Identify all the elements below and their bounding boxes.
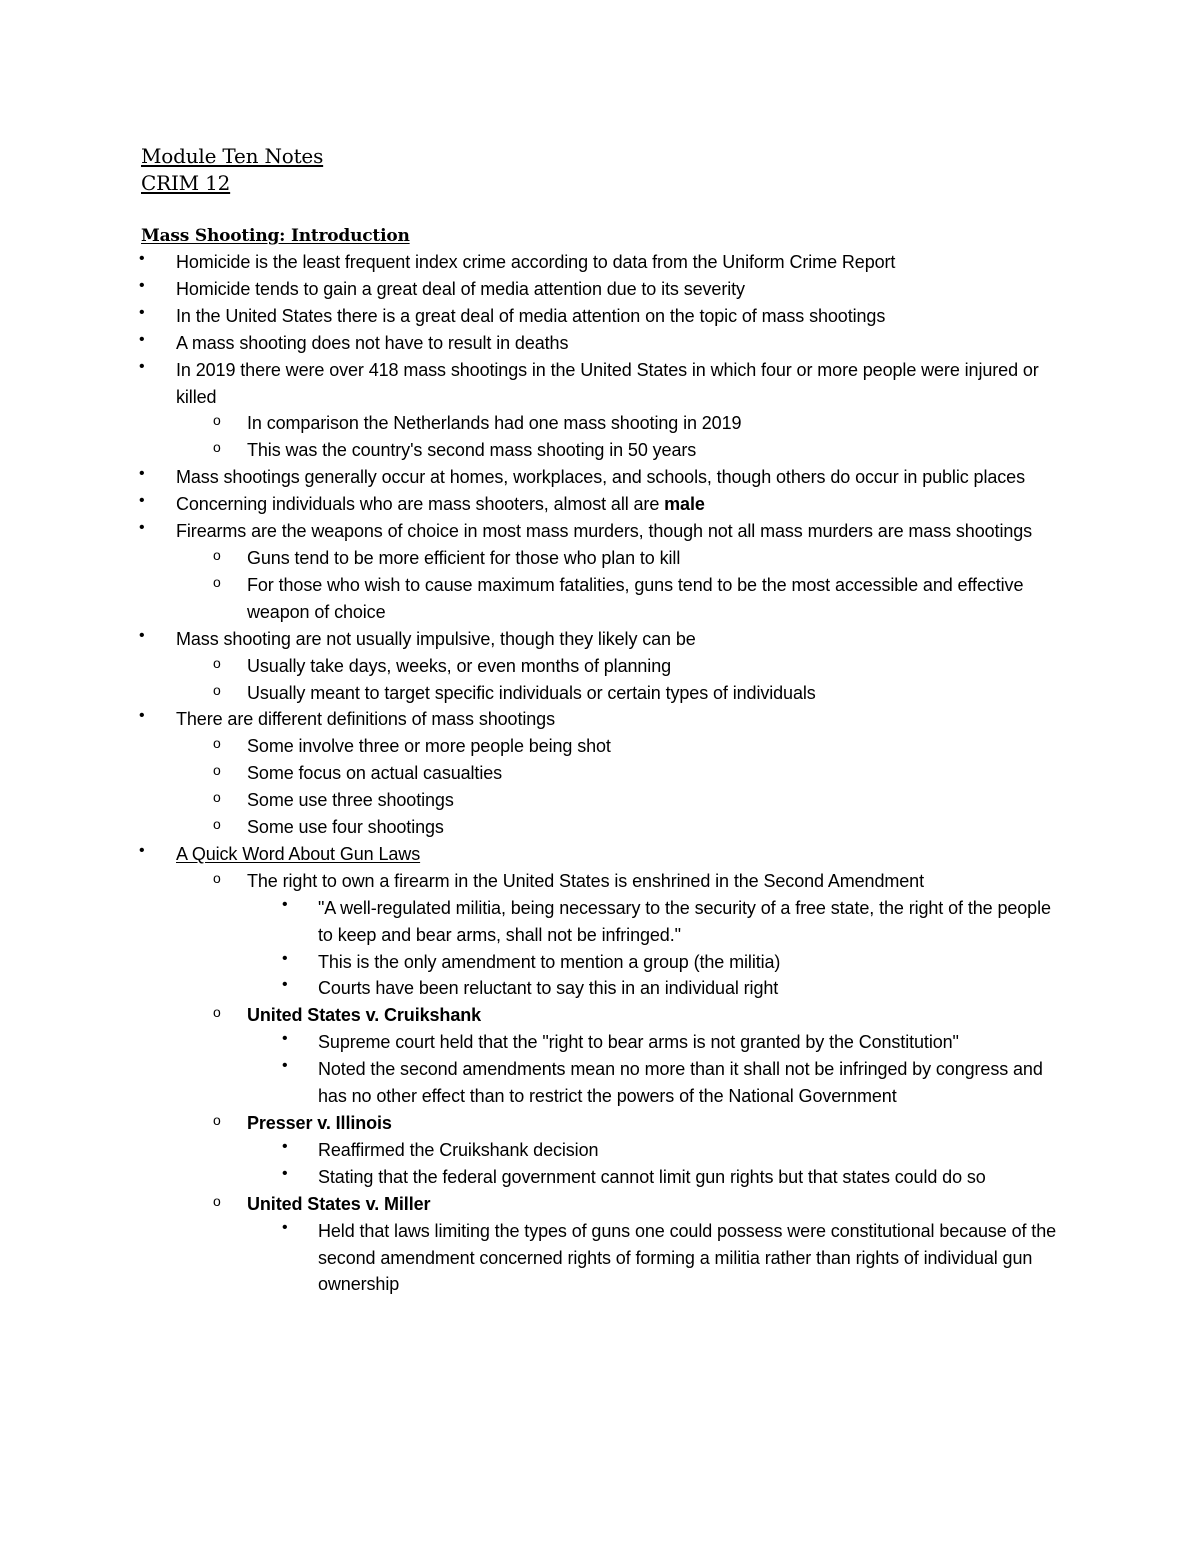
circle-marker: o	[213, 869, 221, 886]
nested-list-item-text: Noted the second amendments mean no more than it shall not be infringed by congress and has no other effect than to restrict the powers of the National Government	[318, 1059, 1043, 1107]
list-item-text: In the United States there is a great deal of media attention on the topic of mass shootings	[176, 305, 886, 326]
nested-list-item	[141, 949, 1061, 976]
nested-list-item	[141, 1056, 1061, 1110]
list-item-text: Mass shooting are not usually impulsive, though they likely can be	[176, 628, 696, 649]
list-item	[141, 464, 1061, 491]
sub-list-item	[141, 868, 1061, 895]
bullet-marker: •	[282, 1057, 288, 1075]
list-item-text: Firearms are the weapons of choice in most mass murders, though not all mass murders are mass shootings	[176, 521, 1033, 542]
bullet-marker: •	[282, 1030, 288, 1048]
sub-list-item-text: Usually meant to target specific individuals or certain types of individuals	[247, 682, 816, 703]
nested-list-item-text: Courts have been reluctant to say this in an individual right	[318, 978, 779, 999]
nested-list-item-text: Reaffirmed the Cruikshank decision	[318, 1139, 599, 1160]
sub-list-item-text: Some involve three or more people being shot	[247, 736, 611, 757]
bullet-marker: •	[282, 1218, 288, 1236]
list-item	[141, 357, 1061, 411]
bullet-marker: •	[139, 276, 145, 294]
circle-marker: o	[213, 1192, 221, 1209]
nested-list-item-text: Supreme court held that the "right to bear arms is not granted by the Constitution"	[318, 1032, 959, 1053]
circle-marker: o	[213, 789, 221, 806]
circle-marker: o	[213, 412, 221, 429]
sub-list-item	[141, 545, 1061, 572]
sub-list-item-text: The right to own a firearm in the United States is enshrined in the Second Amendment	[247, 870, 924, 891]
sub-list-item	[141, 680, 1061, 707]
sub-list-item-text: This was the country's second mass shooting in 50 years	[247, 440, 697, 461]
circle-marker: o	[213, 735, 221, 752]
list-item-text: Concerning individuals who are mass shooters, almost all are	[176, 494, 665, 515]
subsection-title: A Quick Word About Gun Laws	[176, 843, 421, 864]
sub-list-item-text: Some focus on actual casualties	[247, 763, 503, 784]
bullet-marker: •	[139, 330, 145, 348]
list-item-text: There are different definitions of mass shootings	[176, 709, 555, 730]
document-content	[141, 143, 1061, 1298]
list-item	[141, 249, 1061, 276]
sub-list-item	[141, 760, 1061, 787]
list-item	[141, 276, 1061, 303]
sub-list-item	[141, 410, 1061, 437]
sub-list-item-text: Some use four shootings	[247, 817, 444, 838]
list-item	[141, 841, 1061, 868]
circle-marker: o	[213, 762, 221, 779]
circle-marker: o	[213, 1112, 221, 1128]
nested-list-item	[141, 895, 1061, 949]
sub-list-item-text: Guns tend to be more efficient for those who plan to kill	[247, 547, 681, 568]
nested-list-item	[141, 1218, 1061, 1299]
bullet-marker: •	[139, 841, 145, 859]
emphasis-text: male	[664, 494, 705, 515]
nested-list-item-text: Held that laws limiting the types of guns one could possess were constitutional because of the second amendment concerned rights of forming a militia rather than rights of individual gun ownership	[318, 1220, 1057, 1295]
nested-list-item-text: "A well-regulated militia, being necessary to the security of a free state, the right of the people to keep and bear arms, shall not be infringed."	[318, 897, 1051, 945]
document-title: Module Ten Notes	[141, 144, 324, 168]
list-item-text: A mass shooting does not have to result in deaths	[176, 332, 569, 353]
bullet-marker: •	[139, 303, 145, 321]
bullet-marker: •	[282, 1137, 288, 1155]
sub-list-item	[141, 1002, 1061, 1029]
list-item	[141, 330, 1061, 357]
bullet-marker: •	[139, 492, 145, 510]
bullet-marker: •	[282, 1164, 288, 1182]
list-item-text: Homicide is the least frequent index crime according to data from the Uniform Crime Report	[176, 252, 896, 272]
nested-list-item	[141, 975, 1061, 1002]
circle-marker: o	[213, 816, 221, 833]
sub-list-item	[141, 572, 1061, 626]
nested-list-item-text: Stating that the federal government cannot limit gun rights but that states could do so	[318, 1166, 986, 1187]
section-heading: Mass Shooting: Introduction	[141, 226, 410, 246]
list-item-text: In 2019 there were over 418 mass shootings in the United States in which four or more people were injured or killed	[176, 359, 1039, 407]
list-item	[141, 491, 1061, 518]
list-item	[141, 303, 1061, 330]
sub-list-item-text: In comparison the Netherlands had one mass shooting in 2019	[247, 413, 742, 434]
sub-list-item	[141, 787, 1061, 814]
circle-marker: o	[213, 654, 221, 671]
list-item	[141, 626, 1061, 653]
bullet-marker: •	[139, 519, 145, 537]
bullet-marker: •	[139, 626, 145, 644]
sub-list-item-text: Some use three shootings	[247, 790, 454, 811]
bullet-marker: •	[282, 949, 288, 967]
nested-list-item	[141, 1029, 1061, 1056]
sub-list-item-text: For those who wish to cause maximum fatalities, guns tend to be the most accessible and effective weapon of choice	[247, 574, 1024, 622]
case-name: United States v. Cruikshank	[247, 1005, 482, 1026]
bullet-marker: •	[139, 707, 145, 725]
nested-list-item-text: This is the only amendment to mention a group (the militia)	[318, 951, 781, 972]
bullet-marker: •	[139, 465, 145, 483]
nested-list-item	[141, 1137, 1061, 1164]
sub-list-item	[141, 733, 1061, 760]
list-item-text: Homicide tends to gain a great deal of media attention due to its severity	[176, 278, 745, 299]
circle-marker: o	[213, 573, 221, 590]
sub-list-item	[141, 814, 1061, 841]
circle-marker: o	[213, 681, 221, 698]
list-item-text: Mass shootings generally occur at homes, workplaces, and schools, though others do occur in public places	[176, 467, 1025, 488]
case-name: United States v. Miller	[247, 1193, 431, 1214]
circle-marker: o	[213, 546, 221, 563]
bullet-marker: •	[139, 357, 145, 375]
bullet-marker: •	[282, 976, 288, 994]
sub-list-item	[141, 1191, 1061, 1218]
sub-list-item-text: Usually take days, weeks, or even months of planning	[247, 655, 672, 676]
case-name: Presser v. Illinois	[247, 1113, 392, 1133]
circle-marker: o	[213, 439, 221, 456]
bullet-marker: •	[139, 250, 145, 267]
sub-list-item	[141, 653, 1061, 680]
list-item	[141, 518, 1061, 545]
circle-marker: o	[213, 1004, 221, 1021]
sub-list-item	[141, 437, 1061, 464]
nested-list-item	[141, 1164, 1061, 1191]
course-code: CRIM 12	[141, 171, 231, 195]
bullet-marker: •	[282, 895, 288, 913]
sub-list-item	[141, 1110, 1061, 1137]
list-item	[141, 706, 1061, 733]
